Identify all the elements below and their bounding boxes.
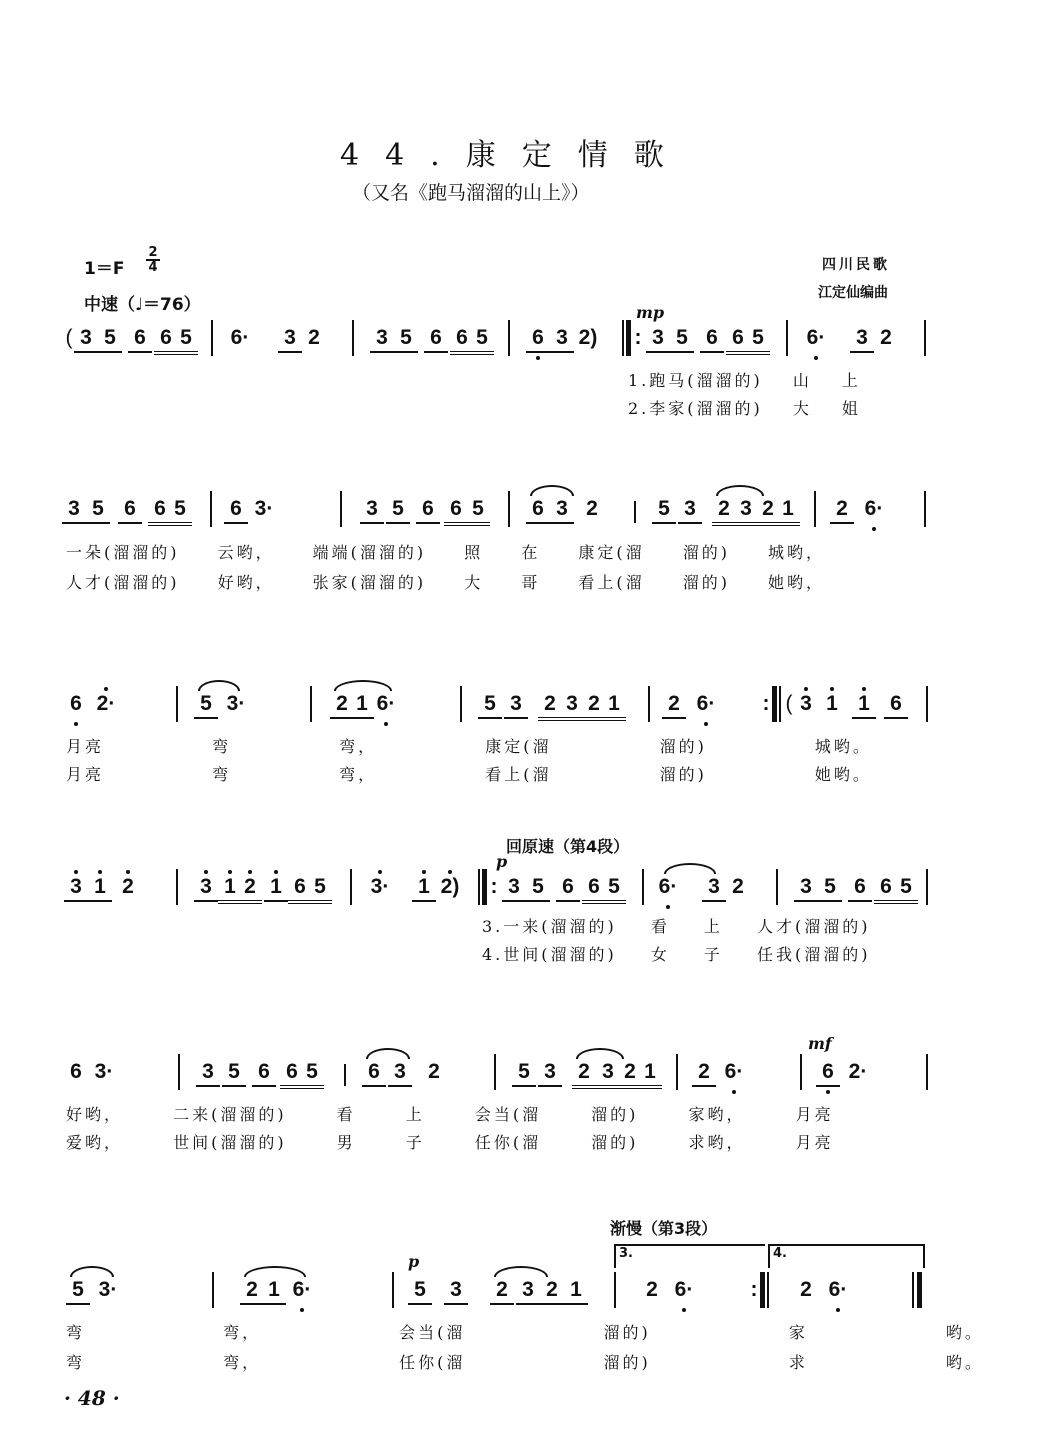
- note: 6: [280, 1060, 304, 1089]
- barline: [786, 320, 788, 356]
- low-dot: [300, 1308, 304, 1312]
- note: 1: [218, 875, 242, 904]
- lyrics-line: 人才(溜溜的) 好哟， 张家(溜溜的) 大 哥 看上(溜 溜的) 她哟，: [66, 573, 826, 592]
- barline: [924, 491, 926, 527]
- note: 6·: [674, 1278, 694, 1301]
- barline: [310, 686, 312, 722]
- low-dot: [826, 1090, 830, 1094]
- note: 3: [360, 497, 384, 524]
- note: 1: [776, 497, 800, 526]
- dynamic-p: p: [496, 852, 508, 871]
- note: 3: [850, 326, 874, 353]
- note: 6·: [864, 497, 884, 520]
- note: 5: [308, 875, 332, 904]
- note: 2·: [848, 1060, 868, 1083]
- ritard-marking: 渐慢（第3段）: [610, 1219, 718, 1238]
- tie: [334, 680, 392, 691]
- note: 6: [416, 497, 440, 524]
- barline: [212, 1272, 214, 1308]
- note: 6: [726, 326, 750, 355]
- barline: [676, 1054, 678, 1090]
- note: 5: [478, 692, 502, 719]
- note: 3: [702, 875, 726, 902]
- note: 2: [662, 692, 686, 719]
- bracket: (: [785, 692, 793, 715]
- note: 2·: [96, 692, 116, 715]
- final-barline-thick: [917, 1272, 922, 1308]
- low-dot: [704, 722, 708, 726]
- barline: [392, 1272, 394, 1308]
- lyrics-line: 3.一来(溜溜的) 看 上 人才(溜溜的): [482, 917, 871, 936]
- note: 2: [830, 497, 854, 524]
- high-dot: [422, 870, 426, 874]
- note: 2: [122, 875, 134, 898]
- note: 3: [646, 326, 670, 353]
- note: 2: [490, 1278, 514, 1305]
- note: 6: [70, 1060, 82, 1083]
- note: 5: [222, 1060, 246, 1087]
- low-dot: [384, 722, 388, 726]
- note: 1: [262, 1278, 286, 1305]
- note: 6: [288, 875, 312, 904]
- tie: [664, 863, 716, 874]
- note: 5: [174, 326, 198, 355]
- note: 5: [746, 326, 770, 355]
- note: 2: [618, 1060, 642, 1089]
- note: 3: [62, 497, 86, 524]
- barline: [926, 869, 928, 905]
- note: 3: [502, 875, 526, 902]
- barline: [767, 1272, 769, 1308]
- high-dot: [74, 870, 78, 874]
- note: 3·: [98, 1278, 118, 1301]
- key-signature: 1＝F: [84, 259, 125, 279]
- note: 2: [732, 875, 744, 898]
- note: 2: [582, 692, 606, 721]
- note: 1: [852, 692, 876, 719]
- volta-2-label: 4.: [773, 1246, 787, 1261]
- note: 6: [70, 692, 82, 715]
- tempo-marking: 中速（♩＝76）: [84, 295, 201, 315]
- note: 3: [550, 326, 574, 353]
- lyrics-line: 好哟， 二来(溜溜的) 看 上 会当(溜 溜的) 家哟， 月亮: [66, 1105, 834, 1124]
- note: 3: [516, 1278, 540, 1305]
- note: 5: [470, 326, 494, 355]
- note: 1: [638, 1060, 662, 1089]
- note: 2: [712, 497, 736, 526]
- high-dot: [248, 870, 252, 874]
- barline: [350, 869, 352, 905]
- note: 5: [194, 692, 218, 719]
- note: 3·: [226, 692, 246, 715]
- barline: [926, 1054, 928, 1090]
- note: 1: [602, 692, 626, 721]
- note: 6·: [658, 875, 678, 898]
- note: 6·: [724, 1060, 744, 1083]
- tie: [494, 1266, 548, 1277]
- note: 6·: [376, 692, 396, 715]
- note: 1: [412, 875, 436, 902]
- note: 6: [700, 326, 724, 353]
- note: 6: [224, 497, 248, 524]
- note: 2: [538, 692, 562, 721]
- note: 3·: [94, 1060, 114, 1083]
- barline: [634, 501, 636, 523]
- barline: [494, 1054, 496, 1090]
- time-sig-bottom: 4: [148, 260, 158, 275]
- high-dot: [830, 687, 834, 691]
- barline: [779, 686, 781, 722]
- note: 3: [800, 692, 812, 715]
- barline: [352, 320, 354, 356]
- tie: [716, 485, 764, 496]
- note: 6: [526, 497, 550, 524]
- note: 5: [894, 875, 918, 904]
- barline: [210, 491, 212, 527]
- note: 3: [370, 326, 394, 353]
- staff-system-2: [0, 497, 1050, 537]
- note: 1: [88, 875, 112, 902]
- return-tempo-marking: 回原速（第4段）: [506, 837, 630, 856]
- lyrics-line: 1.跑马(溜溜的) 山 上: [628, 371, 861, 390]
- page-number: · 48 ·: [64, 1386, 120, 1410]
- note: 5: [300, 1060, 324, 1089]
- note: 2: [540, 1278, 564, 1305]
- barline: [776, 869, 778, 905]
- note: 6: [118, 497, 142, 524]
- volta-1-label: 3.: [619, 1246, 633, 1261]
- repeat-dots: :: [634, 326, 642, 349]
- high-dot: [126, 870, 130, 874]
- note: 5: [818, 875, 842, 902]
- tie: [244, 1266, 306, 1277]
- low-dot: [536, 356, 540, 360]
- note: 6·: [292, 1278, 312, 1301]
- barline: [642, 869, 644, 905]
- note: 3: [560, 692, 584, 721]
- tie: [70, 1266, 114, 1277]
- barline: [176, 869, 178, 905]
- low-dot: [666, 905, 670, 909]
- note: 2): [578, 326, 598, 349]
- note: 6·: [230, 326, 250, 349]
- note: 5: [512, 1060, 536, 1087]
- note: 3: [678, 497, 702, 524]
- staff-system-1: [0, 326, 1050, 366]
- lyrics-line: 4.世间(溜溜的) 女 子 任我(溜溜的): [482, 945, 871, 964]
- song-title: 44.康定情歌: [340, 138, 690, 173]
- low-dot: [814, 356, 818, 360]
- barline: [614, 1272, 616, 1308]
- barline: [344, 1064, 346, 1086]
- dynamic-mp: mp: [636, 303, 665, 322]
- credit-origin: 四川民歌: [822, 257, 890, 273]
- note: 5: [98, 326, 122, 353]
- note: 3: [550, 497, 574, 524]
- note: 6: [148, 497, 172, 526]
- note: 1: [264, 875, 288, 902]
- repeat-dots: :: [490, 875, 498, 898]
- low-dot: [682, 1308, 686, 1312]
- note: 5: [386, 497, 410, 524]
- high-dot: [274, 870, 278, 874]
- staff-system-5: [0, 1060, 1050, 1100]
- note: 5: [652, 497, 676, 524]
- barline: [211, 320, 213, 356]
- repeat-dots: :: [750, 1278, 758, 1301]
- volta-2: [768, 1244, 925, 1268]
- staff-system-4: [0, 875, 1050, 915]
- repeat-end: [760, 1272, 765, 1308]
- staff-system-3: [0, 692, 1050, 732]
- note: 3: [794, 875, 818, 902]
- note: 5: [602, 875, 626, 904]
- note: 6: [582, 875, 606, 904]
- note: 6: [450, 326, 474, 355]
- low-dot: [836, 1308, 840, 1312]
- note: 6: [526, 326, 550, 353]
- note: 6: [444, 497, 468, 526]
- note: 2: [692, 1060, 716, 1087]
- time-sig-top: 2: [146, 246, 160, 261]
- note: 3: [504, 692, 528, 719]
- note: 6: [252, 1060, 276, 1087]
- note: 5: [526, 875, 550, 902]
- barline: [176, 686, 178, 722]
- note: 5: [670, 326, 694, 353]
- repeat-dots: :: [762, 692, 770, 715]
- barline: [178, 1054, 180, 1090]
- barline: [622, 320, 624, 356]
- high-dot: [448, 870, 452, 874]
- note: 3·: [370, 875, 390, 898]
- note: 6: [884, 692, 908, 719]
- high-dot: [98, 870, 102, 874]
- barline: [508, 491, 510, 527]
- tie: [576, 1048, 624, 1059]
- note: 2): [440, 875, 460, 898]
- repeat-start: [482, 869, 487, 905]
- final-barline: [912, 1272, 914, 1308]
- staff-system-6: [0, 1278, 1050, 1318]
- time-signature: [146, 246, 160, 274]
- note: 6·: [696, 692, 716, 715]
- barline: [478, 869, 480, 905]
- lyrics-line: 爱哟， 世间(溜溜的) 男 子 任你(溜 溜的) 求哟， 月亮: [66, 1133, 834, 1152]
- note: 6: [362, 1060, 386, 1087]
- note: 3: [196, 1060, 220, 1087]
- note: 2: [586, 497, 598, 520]
- note: 5: [408, 1278, 432, 1305]
- lyrics-line: 弯 弯， 任你(溜 溜的) 求 哟。: [66, 1353, 984, 1372]
- note: 6: [816, 1060, 840, 1087]
- lyrics-line: 一朵(溜溜的) 云哟， 端端(溜溜的) 照 在 康定(溜 溜的) 城哟，: [66, 543, 826, 562]
- note: 1: [350, 692, 374, 719]
- tie: [530, 485, 574, 496]
- high-dot: [204, 870, 208, 874]
- volta-1: [614, 1244, 765, 1268]
- high-dot: [862, 687, 866, 691]
- note: 6: [128, 326, 152, 353]
- note: 2: [646, 1278, 658, 1301]
- credit-arranger: 江定仙编曲: [818, 285, 888, 301]
- high-dot: [228, 870, 232, 874]
- note: 2: [240, 1278, 264, 1305]
- barline: [508, 320, 510, 356]
- note: 3: [538, 1060, 562, 1087]
- note: 5: [66, 1278, 90, 1305]
- barline: [648, 686, 650, 722]
- note: 2: [238, 875, 262, 904]
- note: 6·: [806, 326, 826, 349]
- low-dot: [74, 722, 78, 726]
- note: 3: [74, 326, 98, 353]
- note: 1: [826, 692, 838, 715]
- low-dot: [732, 1090, 736, 1094]
- dynamic-p: p: [408, 1252, 420, 1271]
- note: 3: [278, 326, 302, 353]
- repeat-end: [772, 686, 777, 722]
- note: 2: [880, 326, 892, 349]
- note: 2: [800, 1278, 812, 1301]
- note: 3: [734, 497, 758, 526]
- lyrics-line: 月亮 弯 弯， 看上(溜 溜的) 她哟。: [66, 765, 872, 784]
- bracket: (: [65, 326, 73, 349]
- high-dot: [804, 687, 808, 691]
- lyrics-line: 月亮 弯 弯， 康定(溜 溜的) 城哟。: [66, 737, 872, 756]
- high-dot: [104, 687, 108, 691]
- note: 3: [64, 875, 88, 902]
- repeat-start: [626, 320, 631, 356]
- barline: [924, 320, 926, 356]
- note: 3: [596, 1060, 620, 1089]
- note: 2: [572, 1060, 596, 1089]
- note: 6: [848, 875, 872, 902]
- tie: [366, 1048, 410, 1059]
- barline: [460, 686, 462, 722]
- song-subtitle: （又名《跑马溜溜的山上》）: [352, 182, 590, 204]
- note: 3: [388, 1060, 412, 1087]
- note: 6: [154, 326, 178, 355]
- high-dot: [378, 870, 382, 874]
- lyrics-line: 弯 弯， 会当(溜 溜的) 家 哟。: [66, 1323, 984, 1342]
- barline: [814, 491, 816, 527]
- note: 1: [564, 1278, 588, 1305]
- barline: [926, 686, 928, 722]
- note: 2: [756, 497, 780, 526]
- note: 6: [424, 326, 448, 353]
- note: 3·: [254, 497, 274, 520]
- note: 6·: [828, 1278, 848, 1301]
- dynamic-mf: mf: [808, 1034, 832, 1053]
- note: 2: [330, 692, 354, 719]
- note: 5: [466, 497, 490, 526]
- note: 6: [874, 875, 898, 904]
- note: 2: [428, 1060, 440, 1083]
- note: 5: [86, 497, 110, 524]
- barline: [800, 1054, 802, 1090]
- lyrics-line: 2.李家(溜溜的) 大 姐: [628, 399, 861, 418]
- note: 2: [308, 326, 320, 349]
- note: 3: [444, 1278, 468, 1305]
- low-dot: [872, 527, 876, 531]
- barline: [340, 491, 342, 527]
- note: 3: [194, 875, 218, 902]
- note: 6: [556, 875, 580, 902]
- note: 5: [394, 326, 418, 353]
- note: 5: [168, 497, 192, 526]
- tie: [198, 680, 240, 691]
